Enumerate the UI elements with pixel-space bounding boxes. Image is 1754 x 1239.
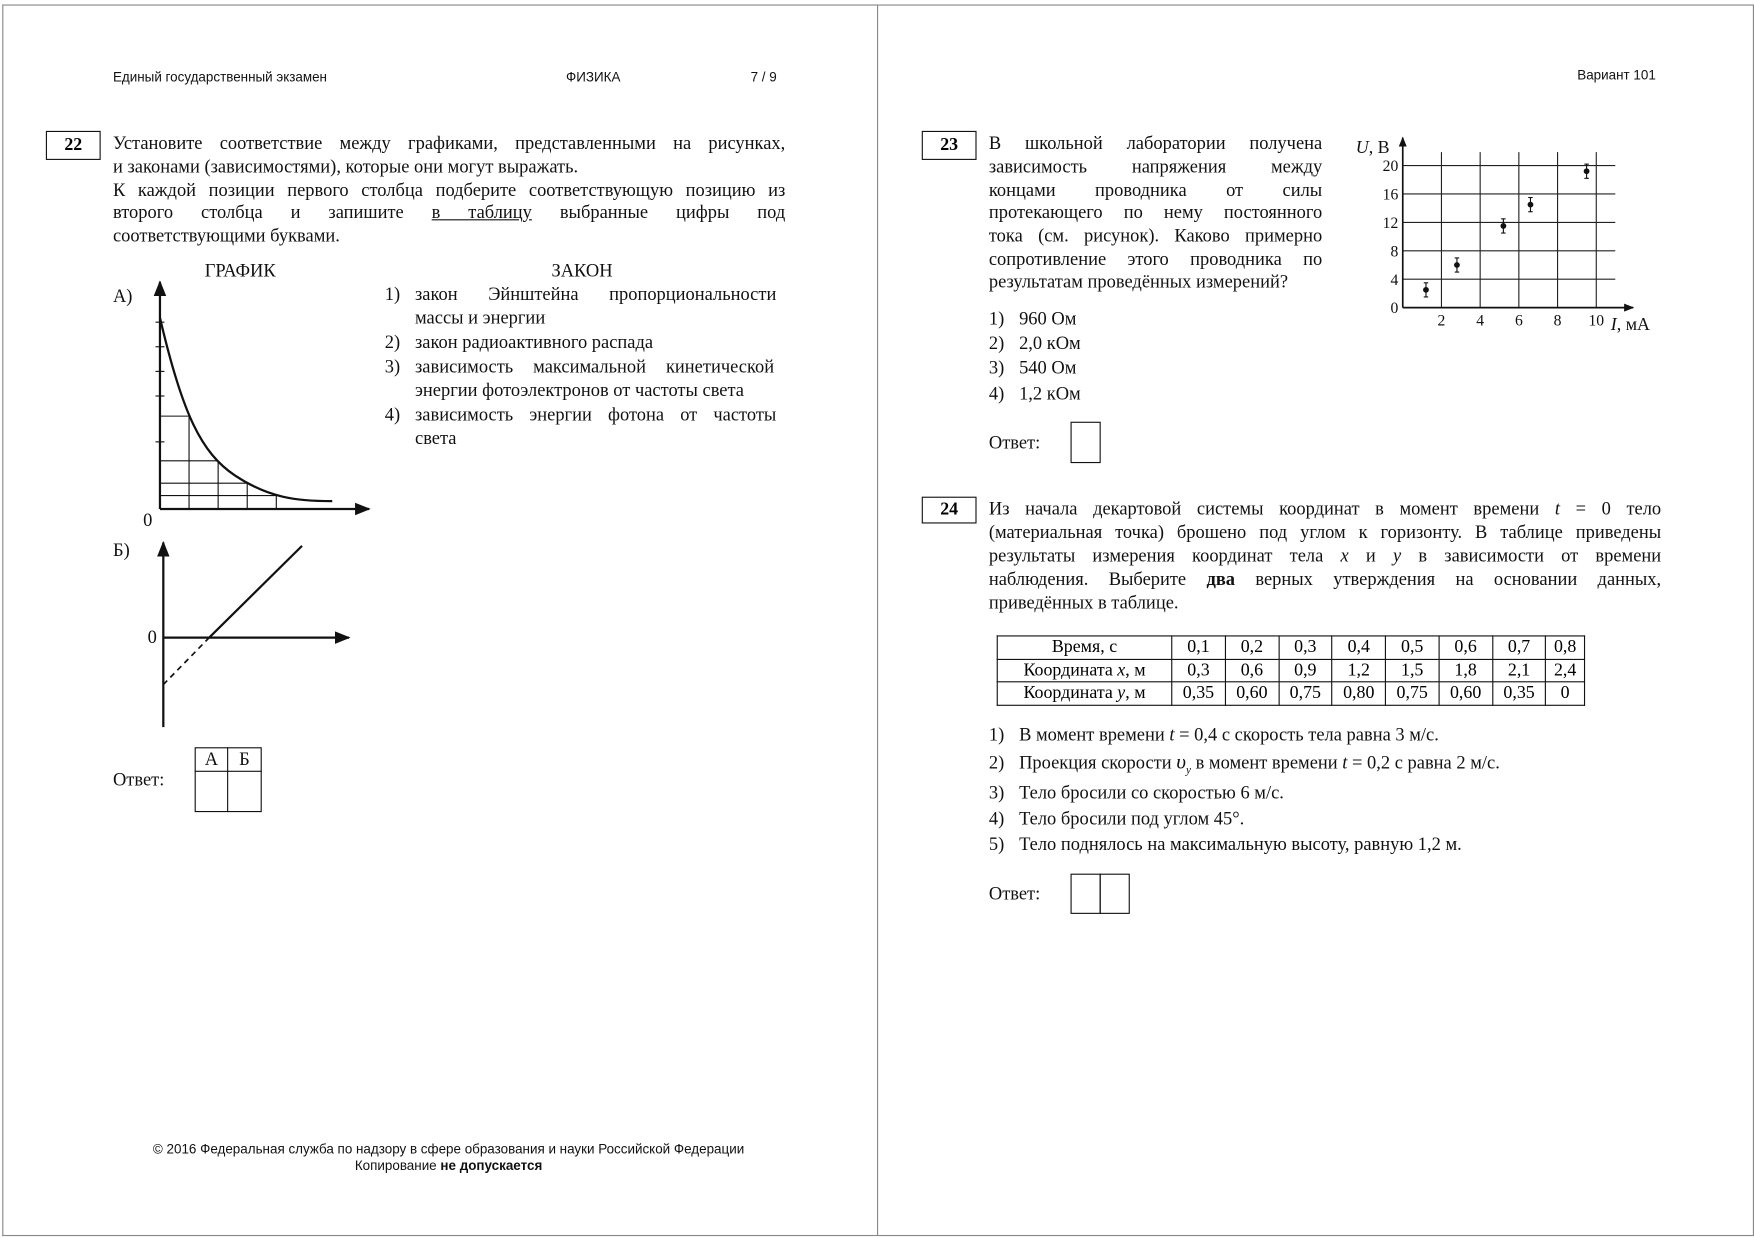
table-cell: 0,2 [1225, 636, 1278, 659]
q24-option-text: Тело поднялось на максимальную высоту, равную 1,2 м. [1019, 833, 1462, 855]
header-page: 7 / 9 [750, 69, 777, 86]
text-part: В момент времени [1019, 723, 1170, 746]
q24-answer-box-1[interactable] [1071, 874, 1101, 914]
q22-line-part: выбранные цифры под [531, 201, 786, 223]
data-point [1454, 262, 1460, 268]
law-number: 1) [384, 283, 401, 305]
table-cell: 2,1 [1492, 659, 1545, 682]
y-axis-label: U, В [1355, 137, 1390, 158]
graph-b-zero: 0 [147, 626, 157, 648]
table-cell: 0,4 [1332, 636, 1385, 659]
table-cell: 0,60 [1439, 682, 1492, 705]
q22-line: К каждой позиции первого столбца подберите соответствующую позицию из [112, 178, 786, 201]
q24-option-text [1019, 724, 1439, 746]
table-cell: 0,6 [1225, 659, 1278, 682]
y-tick-label: 0 [1390, 300, 1399, 318]
x-tick-label: 10 [1588, 312, 1605, 330]
q23-line: протекающего по нему постоянного [988, 201, 1323, 223]
law-text: зависимость максимальной кинетической [415, 355, 775, 377]
law-number: 3) [384, 355, 401, 377]
var-t: t [1554, 497, 1560, 520]
graph-b-line [209, 546, 302, 638]
var-v: υ [1176, 750, 1186, 775]
text-part: в момент времени [1190, 751, 1343, 773]
law-text: закон радиоактивного распада [415, 331, 654, 353]
text-part: в зависимости от времени [1401, 544, 1662, 567]
subscript-y: y [1185, 764, 1191, 777]
q24-option-text: Тело бросили со скоростью 6 м/с. [1019, 781, 1284, 804]
var-t: t [1169, 723, 1175, 746]
q23-answer-box[interactable] [1071, 422, 1101, 463]
y-tick-label: 16 [1382, 186, 1399, 204]
table-cell: 0,8 [1546, 636, 1585, 659]
text-part: Из начала декартовой системы координат в момент времени [988, 497, 1555, 520]
y-tick-label: 4 [1390, 271, 1399, 289]
question-number-22: 22 [46, 131, 101, 160]
data-point [1500, 223, 1506, 229]
footer-copy-prefix: Копирование [354, 1157, 441, 1174]
table-row [997, 682, 1584, 705]
q23-option-text: 960 Ом [1019, 307, 1077, 329]
q24-option-number: 1) [988, 723, 1005, 746]
x-axis-label: I, мА [1610, 313, 1650, 334]
text-part: верных утверждения на основании данных, [1235, 568, 1662, 590]
q23-line: сопротивление этого проводника по [988, 248, 1323, 270]
text-part: результаты измерения координат тела [988, 544, 1341, 567]
y-tick-label: 12 [1382, 214, 1399, 232]
q24-line [989, 545, 1661, 567]
table-row [997, 636, 1584, 659]
var-t: t [1342, 751, 1348, 773]
q23-line: результатам проведённых измерений? [988, 270, 1289, 292]
answer-cell-b[interactable] [228, 772, 260, 811]
row-label: Координата y, м [997, 682, 1172, 705]
question-number-24: 24 [922, 497, 977, 524]
table-cell: 0,6 [1439, 636, 1492, 659]
header-subject: ФИЗИКА [566, 69, 621, 86]
table-cell: 0,80 [1332, 682, 1385, 705]
table-row [997, 659, 1584, 682]
q24-option-number: 4) [988, 807, 1005, 829]
row-label: Время, с [997, 636, 1172, 659]
q24-option-number: 3) [988, 781, 1005, 804]
footer-copy-bold: не допускается [440, 1157, 543, 1174]
table-cell: 0,5 [1385, 636, 1438, 659]
table-cell: 1,2 [1332, 659, 1385, 682]
q24-line: (материальная точка) брошено под углом к горизонту. В таблице приведены [988, 521, 1662, 543]
table-cell: 0,35 [1492, 682, 1545, 705]
q22-line: соответствующими буквами. [112, 224, 340, 247]
answer-col-a: А [204, 748, 219, 770]
law-number: 2) [384, 331, 401, 353]
law-text: закон Эйнштейна пропорциональности [415, 283, 777, 305]
table-cell: 1,5 [1385, 659, 1438, 682]
q23-option-text: 540 Ом [1019, 356, 1077, 379]
table-cell: 2,4 [1546, 659, 1585, 682]
table-cell: 1,8 [1439, 659, 1492, 682]
table-cell: 0,3 [1172, 659, 1225, 682]
footer-copyright: © 2016 Федеральная служба по надзору в сфере образования и науки Российской Федерации [152, 1140, 745, 1157]
q24-option-text [1019, 752, 1500, 783]
table-cell: 0,75 [1385, 682, 1438, 705]
table-cell: 0,75 [1279, 682, 1332, 705]
graph-a-label: А) [112, 285, 133, 307]
q23-option-number: 2) [988, 332, 1005, 354]
y-tick-label: 8 [1390, 243, 1399, 261]
table-cell: 0,7 [1492, 636, 1545, 659]
question-number-23: 23 [922, 131, 977, 160]
q23-answer-label: Ответ: [988, 431, 1041, 454]
q23-option-number: 4) [988, 382, 1005, 404]
data-point [1584, 168, 1590, 174]
q24-line: приведённых в таблице. [988, 591, 1179, 614]
row-label: Координата x, м [997, 659, 1172, 682]
table-cell: 0,60 [1225, 682, 1278, 705]
column-header-law: ЗАКОН [551, 259, 613, 281]
q23-line: концами проводника от силы [988, 178, 1323, 201]
x-tick-label: 8 [1553, 312, 1562, 330]
q23-line: В школьной лаборатории получена [988, 131, 1323, 154]
q22-underlined-phrase: в таблицу [431, 201, 532, 223]
x-tick-label: 4 [1476, 312, 1485, 330]
law-text: массы и энергии [415, 306, 546, 328]
q24-option-text: Тело бросили под углом 45°. [1019, 807, 1245, 829]
q24-option-number: 5) [988, 833, 1005, 855]
x-tick-label: 6 [1514, 312, 1523, 330]
q23-option-number: 3) [988, 356, 1005, 379]
text-part: наблюдения. Выберите [988, 568, 1207, 590]
graph-b-label: Б) [112, 539, 130, 561]
emphasis-two: два [1206, 568, 1236, 590]
q23-option-text: 2,0 кОм [1019, 332, 1081, 354]
text-part: = 0,2 с равна 2 м/с. [1347, 751, 1500, 773]
q24-answer-box-2[interactable] [1100, 874, 1130, 914]
text-part: = 0,4 с скорость тела равна 3 м/с. [1174, 723, 1439, 746]
table-cell: 0 [1546, 682, 1585, 705]
text-part: = 0 тело [1559, 497, 1662, 520]
x-tick-label: 2 [1437, 312, 1446, 330]
answer-col-b: Б [239, 748, 250, 770]
voltage-current-chart [1331, 123, 1667, 347]
var-y: y [1392, 544, 1402, 567]
table-cell: 0,1 [1172, 636, 1225, 659]
table-cell: 0,35 [1172, 682, 1225, 705]
graph-a-decay-curve [160, 318, 332, 501]
q23-option-number: 1) [988, 307, 1005, 329]
footer-copying [0, 1158, 897, 1174]
q22-line-part: второго столбца и запишите [112, 201, 432, 223]
law-number: 4) [384, 403, 401, 426]
column-header-graph: ГРАФИК [204, 259, 276, 281]
q23-line: зависимость напряжения между [988, 155, 1323, 177]
q24-answer-label: Ответ: [988, 882, 1041, 904]
table-cell: 0,3 [1279, 636, 1332, 659]
law-text: энергии фотоэлектронов от частоты света [415, 379, 744, 401]
q22-line: и законами (зависимостями), которые они могут выражать. [112, 155, 579, 177]
graph-b-extrapolation [163, 638, 209, 685]
q24-option-number: 2) [988, 751, 1005, 773]
data-point [1423, 287, 1429, 293]
q24-line [989, 498, 1661, 520]
q22-answer-label: Ответ: [112, 768, 165, 790]
law-text: света [415, 427, 457, 449]
text-part: Проекция скорости [1019, 751, 1177, 773]
q23-option-text: 1,2 кОм [1019, 382, 1081, 404]
q24-line [989, 568, 1661, 590]
data-point [1528, 202, 1534, 208]
q24-data-table [997, 635, 1585, 705]
text-part: и [1348, 544, 1393, 567]
y-tick-label: 20 [1382, 158, 1399, 176]
var-x: x [1340, 544, 1349, 567]
header-variant: Вариант 101 [1577, 67, 1656, 83]
graph-a-origin: 0 [143, 508, 153, 531]
answer-cell-a[interactable] [196, 772, 227, 811]
header-exam: Единый государственный экзамен [112, 69, 327, 86]
q23-line: тока (см. рисунок). Каково примерно [988, 224, 1323, 247]
table-cell: 0,9 [1279, 659, 1332, 682]
law-text: зависимость энергии фотона от частоты [415, 403, 777, 426]
q22-line: Установите соответствие между графиками, представленными на рисунках, [112, 131, 786, 154]
